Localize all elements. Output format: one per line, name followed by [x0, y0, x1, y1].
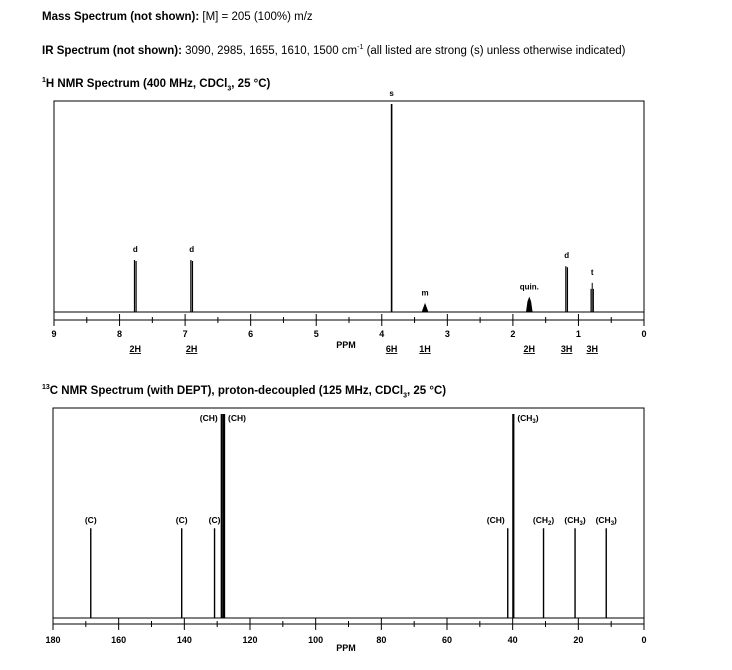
mass-spectrum-value: [M] = 205 (100%) m/z [202, 11, 313, 23]
h-nmr-x-axis-label: PPM [336, 340, 356, 350]
h-nmr-title-sup: 1 [42, 77, 46, 84]
h-nmr-multiplicity-label: d [564, 251, 570, 261]
h-nmr-peak [526, 297, 532, 312]
c-nmr-tick-label: 80 [376, 635, 387, 645]
h-nmr-plot-frame [54, 101, 644, 320]
h-nmr-integration-label: 2H [185, 344, 198, 354]
c-nmr-peak-label: $(CH_2)$ [532, 515, 555, 528]
h-nmr-multiplicity-label: quin. [519, 282, 539, 292]
ir-spectrum-values: 3090, 2985, 1655, 1610, 1500 cm [185, 44, 358, 57]
c-nmr-peak-label: $(CH_3)$ [517, 413, 539, 425]
h-nmr-multiplicity-label: d [132, 245, 138, 254]
mass-spectrum-label: Mass Spectrum (not shown): [42, 11, 200, 23]
c-nmr-peak-label: (C) [84, 515, 97, 526]
c-nmr-plot-frame [53, 408, 644, 624]
c-nmr-title-end: , 25 °C) [407, 384, 447, 397]
h-nmr-tick-label: 1 [575, 329, 581, 339]
c-nmr-title-sup: 13 [42, 384, 50, 391]
ir-spectrum-label: IR Spectrum (not shown): [42, 44, 182, 57]
h-nmr-integration-label: 3H [560, 344, 573, 354]
h-nmr-title-text: H NMR Spectrum (400 MHz, CDCl [45, 77, 228, 90]
h-nmr-peak [422, 304, 428, 312]
ir-spectrum-note: (all listed are strong (s) unless otherwise indicated) [366, 44, 626, 57]
h-nmr-tick-label: 7 [182, 329, 188, 339]
h-nmr-tick-label: 4 [379, 329, 385, 339]
c-nmr-peak-label: (CH) [486, 515, 505, 526]
h-nmr-tick-label: 3 [444, 329, 450, 339]
c-nmr-tick-label: 40 [507, 635, 518, 645]
h-nmr-tick-label: 0 [641, 329, 647, 339]
c-nmr-peak-label: $(CH_3)$ [564, 515, 586, 528]
c-nmr-peak-label: (C) [175, 515, 188, 526]
h-nmr-tick-label: 8 [117, 329, 123, 339]
h-nmr-tick-label: 5 [313, 329, 319, 339]
c-nmr-tick-label: 0 [641, 635, 647, 645]
c-nmr-peak-label: (C) [208, 515, 221, 526]
h-nmr-multiplicity-label: d [189, 245, 195, 254]
h-nmr-integration-label: 1H [419, 344, 431, 354]
h-nmr-tick-label: 6 [248, 329, 254, 339]
c-nmr-tick-label: 140 [176, 635, 192, 645]
c-nmr-peak-label: (CH) [228, 413, 247, 423]
h-nmr-integration-label: 2H [129, 344, 142, 354]
ir-unit-superscript: -1 [357, 44, 364, 51]
c-nmr-x-axis-label: PPM [336, 643, 356, 653]
c-nmr-tick-label: 120 [242, 635, 258, 645]
c-nmr-tick-label: 180 [45, 635, 61, 645]
c-nmr-peak-label: (CH) [199, 413, 218, 423]
h-nmr-multiplicity-label: t [590, 267, 594, 277]
h-nmr-title-end: , 25 °C) [231, 77, 271, 90]
c-nmr-tick-label: 20 [573, 635, 584, 645]
c-nmr-tick-label: 160 [111, 635, 127, 645]
h-nmr-multiplicity-label: s [389, 89, 394, 98]
c-nmr-title-text: C NMR Spectrum (with DEPT), proton-decoupled (125 MHz, CDCl [49, 384, 404, 397]
h-nmr-title-sub: 3 [227, 85, 232, 93]
h-nmr-multiplicity-label: m [421, 288, 429, 298]
h-nmr-integration-label: 3H [586, 344, 598, 354]
h-nmr-tick-label: 2 [510, 329, 516, 339]
c-nmr-title-sub: 3 [403, 392, 408, 400]
h-nmr-tick-label: 9 [51, 329, 57, 339]
c-nmr-tick-label: 100 [308, 635, 324, 645]
c-nmr-peak-label: $(CH_3)$ [595, 515, 617, 528]
h-nmr-integration-label: 2H [523, 344, 536, 354]
h-nmr-integration-label: 6H [385, 344, 398, 354]
c-nmr-tick-label: 60 [441, 635, 453, 645]
